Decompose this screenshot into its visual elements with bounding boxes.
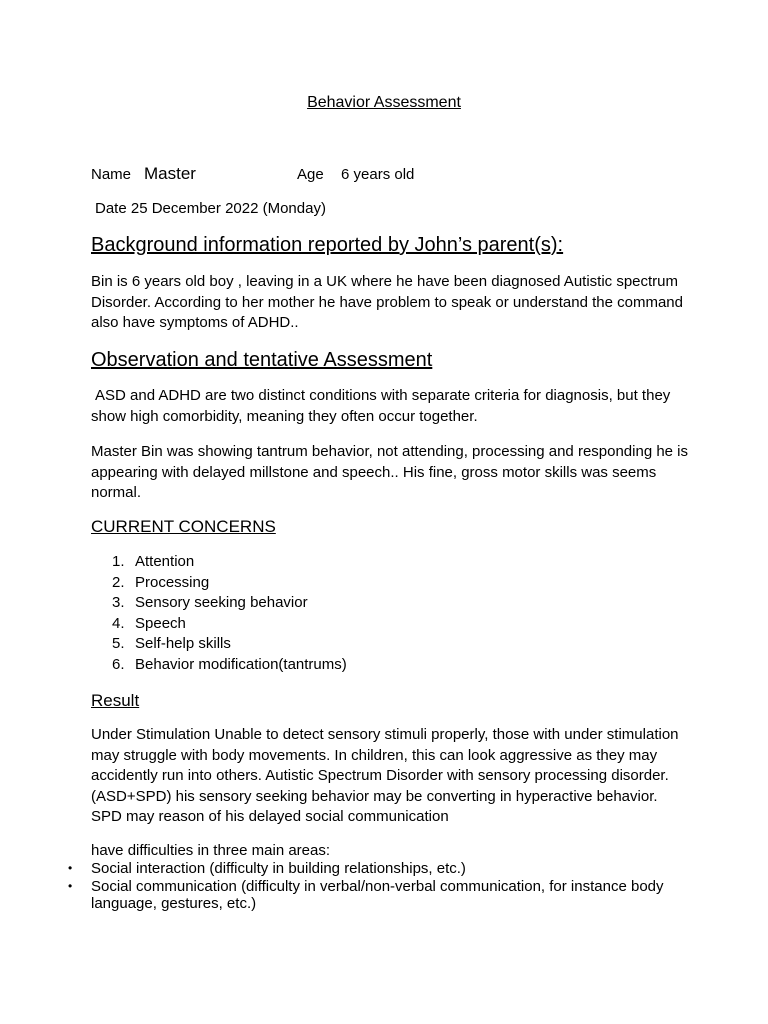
concerns-list: [112, 552, 347, 675]
name-value: Master: [144, 164, 196, 183]
list-number: 5.: [112, 635, 125, 652]
list-item: [68, 860, 691, 878]
list-item: [112, 614, 347, 635]
list-item: [112, 634, 347, 655]
list-number: 6.: [112, 655, 125, 673]
name-label: Name: [91, 166, 132, 183]
list-item-text: Processing: [135, 573, 210, 591]
age-value: 6 years old: [341, 166, 415, 183]
areas-intro: have difficulties in three main areas:: [91, 842, 331, 859]
areas-bullet-list: [68, 860, 691, 913]
list-item-text: Social communication (difficulty in verbal/non-verbal communication, for instance body language, gestures, etc.): [91, 877, 664, 912]
background-heading: Background information reported by John’s parent(s):: [91, 234, 564, 256]
age-label: Age: [297, 166, 324, 183]
date-line: Date 25 December 2022 (Monday): [95, 200, 326, 217]
list-item-text: Self-help skills: [135, 635, 231, 652]
observation-paragraph-2: Master Bin was showing tantrum behavior, not attending, processing and responding he is appearing with delayed millstone and speech.. His fine, gross motor skills was seems normal.: [91, 443, 689, 502]
list-item-text: Sensory seeking behavior: [135, 594, 308, 611]
list-item: [68, 877, 691, 913]
list-number: 4.: [112, 614, 125, 632]
list-number: 3.: [112, 594, 125, 611]
list-item: [112, 552, 347, 573]
concerns-heading: CURRENT CONCERNS: [91, 517, 276, 536]
list-item: [112, 573, 347, 594]
list-item: [112, 655, 347, 676]
observation-paragraph-1: ASD and ADHD are two distinct conditions with separate criteria for diagnosis, but they show high comorbidity, meaning they often occur together.: [91, 387, 671, 425]
result-heading: Result: [91, 691, 140, 710]
document-title: Behavior Assessment: [307, 94, 461, 111]
result-paragraph: Under Stimulation Unable to detect sensory stimuli properly, those with under stimulation may struggle with body movements. In children, this can look aggressive as they may accidently run into others. Autistic Spectrum Disorder with sensory processing disorder.(ASD+SPD) his sensory seeking behavior may be converting in hyperactive behavior. SPD may reason of his delayed social communication: [91, 726, 679, 826]
list-number: 1.: [112, 553, 125, 570]
list-item-text: Attention: [135, 553, 195, 570]
list-item: [112, 593, 347, 614]
background-paragraph: Bin is 6 years old boy , leaving in a UK where he have been diagnosed Autistic spectrum Disorder. According to her mother he have problem to speak or understand the command also have symptoms of ADHD..: [91, 273, 683, 332]
list-item-text: Behavior modification(tantrums): [135, 655, 347, 673]
bullet-icon: •: [68, 878, 73, 893]
list-number: 2.: [112, 573, 125, 591]
bullet-icon: •: [68, 861, 73, 875]
list-item-text: Speech: [135, 614, 186, 632]
list-item-text: Social interaction (difficulty in building relationships, etc.): [91, 860, 466, 877]
observation-heading: Observation and tentative Assessment: [91, 349, 433, 371]
